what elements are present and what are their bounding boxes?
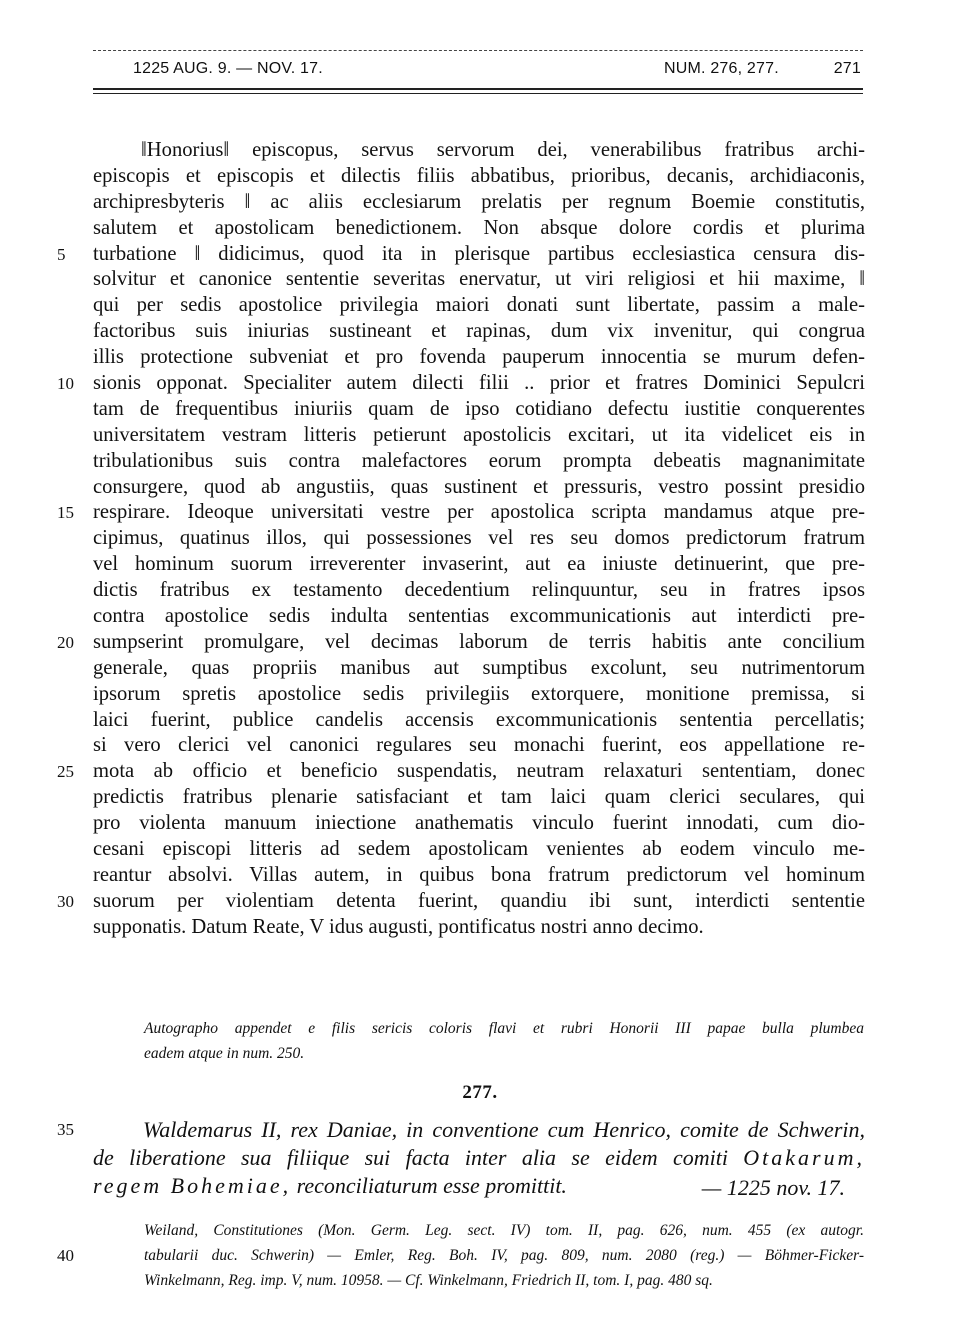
charter-line bbox=[93, 397, 865, 423]
regest-line-text: de liberatione sua filiique sui facta inter alia se eidem comiti bbox=[93, 1145, 728, 1170]
regest-line bbox=[93, 1144, 865, 1172]
charter-line-text: vel hominum suorum irreverenter invaserint, aut ea iniuste detinuerint, que pre- bbox=[93, 553, 865, 576]
charter-line bbox=[93, 811, 865, 837]
charter-line bbox=[93, 475, 865, 501]
line-number: 25 bbox=[57, 762, 74, 782]
charter-line bbox=[93, 915, 865, 941]
charter-line-text: contra apostolice sedis indulta sententias excommunicationis aut interdicti pre- bbox=[93, 605, 865, 628]
bibliography-line-text: tabularii duc. Schwerin) — Emler, Reg. Boh. IV, pag. 809, num. 2080 (reg.) — Böhmer-Ficker- bbox=[144, 1247, 864, 1264]
document-number: 277. bbox=[462, 1082, 498, 1103]
autograph-note-line: eadem atque in num. 250. bbox=[144, 1045, 305, 1062]
charter-line-text: universitatem vestram litteris petierunt apostolicis excitari, ut ita videlicet eis in bbox=[93, 423, 865, 446]
line-number: 5 bbox=[57, 244, 66, 264]
charter-line-text: turbatione ‖ didicimus, quod ita in plerisque partibus ecclesiastica censura dis- bbox=[93, 242, 865, 265]
regest-name-bohemia: regem Bohemiae, bbox=[93, 1173, 292, 1198]
charter-line bbox=[57, 889, 865, 915]
line-number: 35 bbox=[57, 1120, 74, 1139]
charter-line bbox=[93, 708, 865, 734]
charter-line-text: archipresbyteris ‖ ac aliis ecclesiarum prelatis per regnum Boemie constitutis, bbox=[93, 190, 865, 213]
charter-line bbox=[93, 578, 865, 604]
regest-line-text: reconciliaturum esse promittit. bbox=[296, 1173, 567, 1198]
charter-line-text: laici fuerint, publice candelis accensis excommunicationis sententia percellatis; bbox=[93, 708, 865, 731]
charter-line bbox=[93, 837, 865, 863]
line-number: 30 bbox=[57, 891, 74, 911]
running-head-numbers: NUM. 276, 277. bbox=[664, 60, 779, 77]
page-number: 271 bbox=[833, 60, 861, 77]
line-number: 40 bbox=[57, 1246, 74, 1265]
charter-line bbox=[93, 190, 865, 216]
charter-line bbox=[93, 604, 865, 630]
charter-line bbox=[93, 293, 865, 319]
charter-276-text bbox=[57, 138, 865, 941]
charter-line-text: sionis opponat. Specialiter autem dilecti filii .. prior et fratres Dominici Sepulcri bbox=[93, 372, 865, 395]
charter-line bbox=[93, 423, 865, 449]
regest-line-text: Waldemarus II, rex Daniae, in conventione cum Henrico, comite de Schwerin, bbox=[143, 1117, 865, 1142]
line-number: 10 bbox=[57, 374, 74, 394]
charter-line-text: solvitur et canonice sententie severitas enervatur, ut viri religiosi et hii maxime, ‖ bbox=[93, 268, 865, 291]
charter-line-text: episcopis et episcopis et dilectis filiis abbatibus, prioribus, decanis, archidiaconis, bbox=[93, 164, 865, 187]
charter-line-text: factoribus suis iniurias sustineant et rapinas, dum vix invenitur, qui congrua bbox=[93, 320, 865, 343]
charter-line bbox=[93, 733, 865, 759]
charter-line bbox=[93, 785, 865, 811]
regest-line bbox=[93, 1172, 865, 1200]
charter-line-text: qui per sedis apostolice privilegia maiori donati sunt libertate, passim a male- bbox=[93, 294, 865, 317]
charter-line-text: reantur absolvi. Villas autem, in quibus bona fratrum predictorum vel hominum bbox=[93, 863, 865, 886]
charter-line bbox=[93, 345, 865, 371]
bibliography-line: Winkelmann, Reg. imp. V, num. 10958. — Cf. Winkelmann, Friedrich II, tom. I, pag. 480 sq. bbox=[144, 1272, 713, 1289]
running-head bbox=[93, 58, 863, 84]
charter-line bbox=[93, 216, 865, 242]
regest-277 bbox=[57, 1116, 866, 1200]
charter-line-text: suorum per violentiam detenta fuerint, quandiu ibi sunt, interdicti sententie bbox=[93, 889, 865, 912]
charter-line bbox=[93, 319, 865, 345]
charter-line-text: tribulationibus suis contra malefactores eorum prompta debeatis magnanimitate bbox=[93, 449, 865, 472]
charter-line bbox=[93, 863, 865, 889]
charter-line bbox=[57, 759, 865, 785]
autograph-note bbox=[144, 1016, 864, 1066]
charter-line bbox=[57, 371, 865, 397]
charter-line-text: salutem et apostolicam benedictionem. Non absque dolore cordis et plurima bbox=[93, 216, 865, 239]
charter-line-text: tam de frequentibus iniuriis quam de ipso cotidiano defectu iustitie conquerentes bbox=[93, 397, 865, 420]
charter-line-text: sumpserint promulgare, vel decimas laborum de terris habitis ante concilium bbox=[93, 630, 865, 653]
line-number: 20 bbox=[57, 632, 74, 652]
regest-name-otakar: Otakarum, bbox=[743, 1145, 866, 1170]
bibliography-line bbox=[57, 1243, 864, 1268]
charter-line bbox=[93, 164, 865, 190]
charter-line-text: consurgere, quod ab angustiis, quas sustinent et pressuris, vestro possint presidio bbox=[93, 475, 865, 498]
charter-line bbox=[93, 267, 865, 293]
charter-line bbox=[93, 656, 865, 682]
charter-line-text: mota ab officio et beneficio suspendatis, neutram relaxaturi sententiam, donec bbox=[93, 760, 865, 783]
charter-line-text: ipsorum spretis apostolice sedis privilegiis extorquere, monitione premissa, si bbox=[93, 682, 865, 705]
charter-line bbox=[93, 449, 865, 475]
running-head-dates: 1225 AUG. 9. — NOV. 17. bbox=[133, 60, 323, 77]
autograph-note-line: Autographo appendet e filis sericis coloris flavi et rubri Honorii III papae bulla plumbea bbox=[144, 1020, 864, 1037]
charter-line-text: cipimus, quatinus illos, qui possessiones vel res seu domos predictorum fratrum bbox=[93, 527, 865, 550]
charter-line-text: si vero clerici vel canonici regulares seu monachi fuerint, eos appellatione re- bbox=[93, 734, 865, 757]
charter-line-text: ‖Honorius‖ episcopus, servus servorum dei, venerabilibus fratribus archi- bbox=[141, 139, 865, 161]
charter-line bbox=[57, 242, 865, 268]
bibliography-line: Weiland, Constitutiones (Mon. Germ. Leg. sect. IV) tom. II, pag. 626, num. 455 (ex autogr. bbox=[144, 1222, 864, 1239]
charter-line bbox=[93, 526, 865, 552]
charter-line-text: dictis fratribus ex testamento decedentium relinquuntur, seu in fratres ipsos bbox=[93, 579, 865, 602]
regest-date: — 1225 nov. 17. bbox=[701, 1175, 845, 1200]
regest-line bbox=[57, 1116, 865, 1144]
charter-line bbox=[93, 138, 865, 164]
charter-line-text: respirare. Ideoque universitati vestre per apostolica scripta mandamus atque pre- bbox=[93, 501, 865, 524]
charter-line-text: cesani episcopi litteris ad sedem apostolicam venientes ab eodem vinculo me- bbox=[93, 838, 865, 861]
line-number: 15 bbox=[57, 503, 74, 523]
charter-line bbox=[93, 682, 865, 708]
bibliography-277 bbox=[57, 1218, 864, 1293]
charter-line bbox=[57, 500, 865, 526]
charter-line-text: illis protectione subveniat et pro fovenda pauperum innocentia se murum defen- bbox=[93, 346, 865, 369]
header-rule-top bbox=[93, 50, 863, 51]
charter-line-text: supponatis. Datum Reate, V idus augusti, pontificatus nostri anno decimo. bbox=[93, 915, 704, 938]
charter-line bbox=[57, 630, 865, 656]
charter-line-text: generale, quas propriis manibus aut sumptibus excolunt, seu nutrimentorum bbox=[93, 656, 865, 679]
charter-line-text: pro violenta manuum iniectione anathematis vinculo fuerint innodati, cum dio- bbox=[93, 812, 865, 835]
charter-line-text: predictis fratribus plenarie satisfaciant et tam laici quam clerici seculares, qui bbox=[93, 786, 865, 809]
header-rule-bottom bbox=[93, 88, 863, 94]
charter-line bbox=[93, 552, 865, 578]
